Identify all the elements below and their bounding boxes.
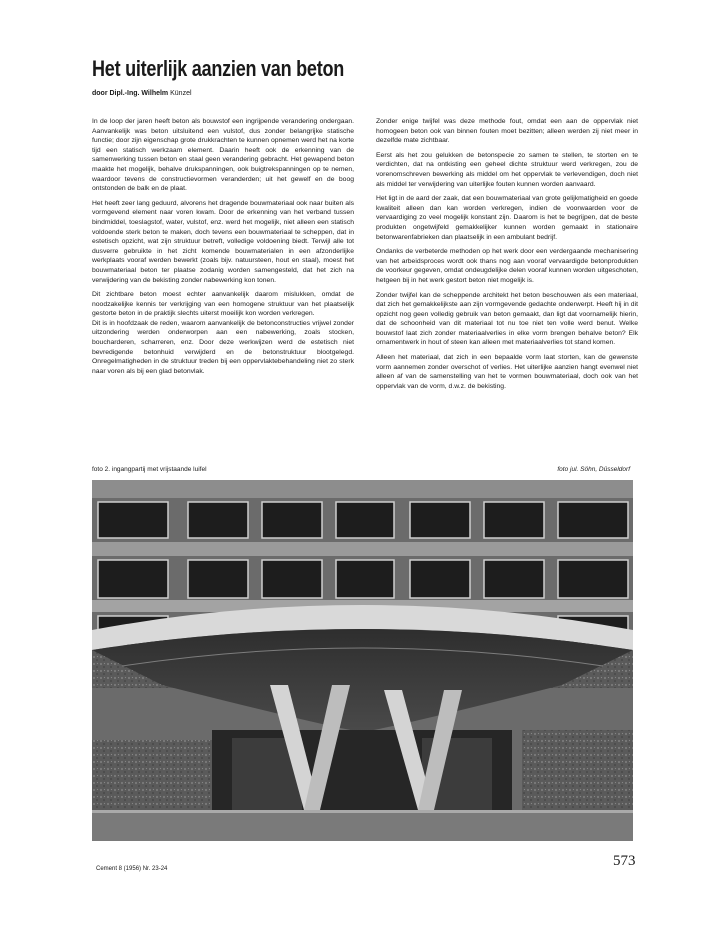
paragraph: Alleen het materiaal, dat zich in een bepaalde vorm laat storten, kan de gewenste vorm aannemen zonder overschot of verlies. Het uiterlijke aanzien hangt evenwel niet alleen af van de samenstelling van het te vormen bouwmateriaal, doch ook van het oppervlak van de vorm, d.w.z. de bekisting. bbox=[376, 354, 638, 390]
journal-citation: Cement 8 (1956) Nr. 23-24 bbox=[96, 866, 168, 872]
left-text-column bbox=[92, 117, 354, 381]
paragraph: Ondanks de verbeterde methoden op het werk door een verdergaande mechanisering van het arbeidsproces wordt ook thans nog aan vooraf vervaardigde betonprodukten de voorkeur gegeven, omdat ondeugdelijke delen vooraf kunnen worden uitgeschoten, hetgeen bij in het werk gestort beton niet mogelijk is. bbox=[376, 248, 638, 284]
article-title: Het uiterlijk aanzien van beton bbox=[92, 56, 345, 81]
figure-caption: foto 2. ingangpartij met vrijstaande luifel bbox=[92, 466, 207, 473]
paragraph: In de loop der jaren heeft beton als bouwstof een ingrijpende verandering ondergaan. Aanvankelijk was beton uitsluitend een vulstof, dus zonder belangrijke statische functie; door zijn eigenschap grote drukkrachten te kunnen opnemen werd het na korte tijd een statisch werkzaam element. Daarin heeft ook de erkenning van de samenwerking tussen beton en staal geen verandering gebracht. Het gewapend beton maakte het mogelijk, behalve drukspanningen, ook buigtrekspanningen op te nemen, waardoor tevens de constructievormen veranderden; uit het gewelf en de boog ontstonden de balk en de plaat. bbox=[92, 118, 354, 193]
right-text-column bbox=[376, 117, 638, 396]
byline-prefix: door Dipl.-Ing. Wilhelm bbox=[92, 90, 169, 97]
paragraph: Het ligt in de aard der zaak, dat een bouwmateriaal van grote gelijkmatigheid en goede kwaliteit alleen dan kan worden verkregen, indien de voorwaarden voor de vervaardiging zo veel mogelijk konstant zijn. Daarom is het te begrijpen, dat de beste produkten ongetwijfeld gemakkelijker kunnen worden gemaakt in stationaire betonwarenfabrieken dan plaatselijk in een ambulant bedrijf. bbox=[376, 195, 638, 241]
paragraph: Dit zichtbare beton moest echter aanvankelijk daarom mislukken, omdat de noodzakelijke kennis ter verkrijging van een homogene struktuur van het plaatselijk gestorte beton in de praktijk slechts uiterst moeilijk kon worden verkregen. bbox=[92, 291, 354, 318]
canopy-building-illustration bbox=[92, 480, 633, 841]
author-byline bbox=[92, 90, 192, 97]
building-photo bbox=[92, 480, 633, 841]
paragraph: Het heeft zeer lang geduurd, alvorens het dragende bouwmateriaal ook naar buiten als vormgevend element naar voren kwam. Door de erkenning van het verband tussen bindmiddel, toeslagstof, water, vulstof, enz. werd het mogelijk, niet alleen een statisch voldoende sterk beton te maken, doch tevens een bouwmateriaal te scheppen, dat in estetisch opzicht, wat zijn struktuur betreft, volledige voldoening biedt. Terwijl alle tot dusverre gebruikte in het zicht komende bouwmaterialen in een afzonderlijke werkplaats vooraf werden bewerkt (zoals bijv. natuursteen, hout en staal), moest het bouwmateriaal beton ter plaatse zodanig worden samengesteld, dat het zich na verwijdering van de bekisting zonder nabewerking kon tonen. bbox=[92, 199, 354, 284]
page-number: 573 bbox=[613, 853, 636, 869]
paragraph: Eerst als het zou gelukken de betonspecie zo samen te stellen, te storten en te verdichten, dat na ontkisting een geheel dichte struktuur werd verkregen, zou de vorenomschreven bewerking als middel om het oppervlak te verlevendigen, doch niet als middel ter verwijdering van uiterlijke fouten kunnen worden aanvaard. bbox=[376, 151, 638, 188]
photo-credit: foto jul. Söhn, Düsseldorf bbox=[557, 466, 630, 473]
byline-name: Künzel bbox=[170, 90, 192, 97]
paragraph: Dit is in hoofdzaak de reden, waarom aanvankelijk de betonconstructies vrijwel zonder uitzondering werden onderworpen aan een nabewerking, zoals stocken, boucharderen, scharreren, enz. Door deze werkwijzen werd de estetisch niet bevredigende betonhuid verwijderd en de betonstruktuur blootgelegd. Onregelmatigheden in de struktuur treden bij een oppervlaktebehandeling niet zo sterk naar voren als bij een glad betonvlak. bbox=[92, 319, 354, 375]
paragraph: Zonder twijfel kan de scheppende architekt het beton beschouwen als een materiaal, dat zich het gemakkelijkste aan zijn vormgevende gedachte onderwerpt. Heeft hij in dit opzicht nog geen volledig gebruik van beton gemaakt, dan ligt dat voornamelijk hierin, dat de schoonheid van dit materiaal tot nu toe niet ten volle werd benut. Welke bouwstof laat zich zonder materiaalverlies in elke vorm brengen behalve beton? Elk ornamentwerk in hout of steen kan alleen met materiaalverlies tot stand komen. bbox=[376, 291, 638, 347]
paragraph: Zonder enige twijfel was deze methode fout, omdat een aan de oppervlak niet homogeen beton ook van binnen fouten moet bezitten; alleen werden zij niet meer in dezelfde mate zichtbaar. bbox=[376, 118, 638, 145]
